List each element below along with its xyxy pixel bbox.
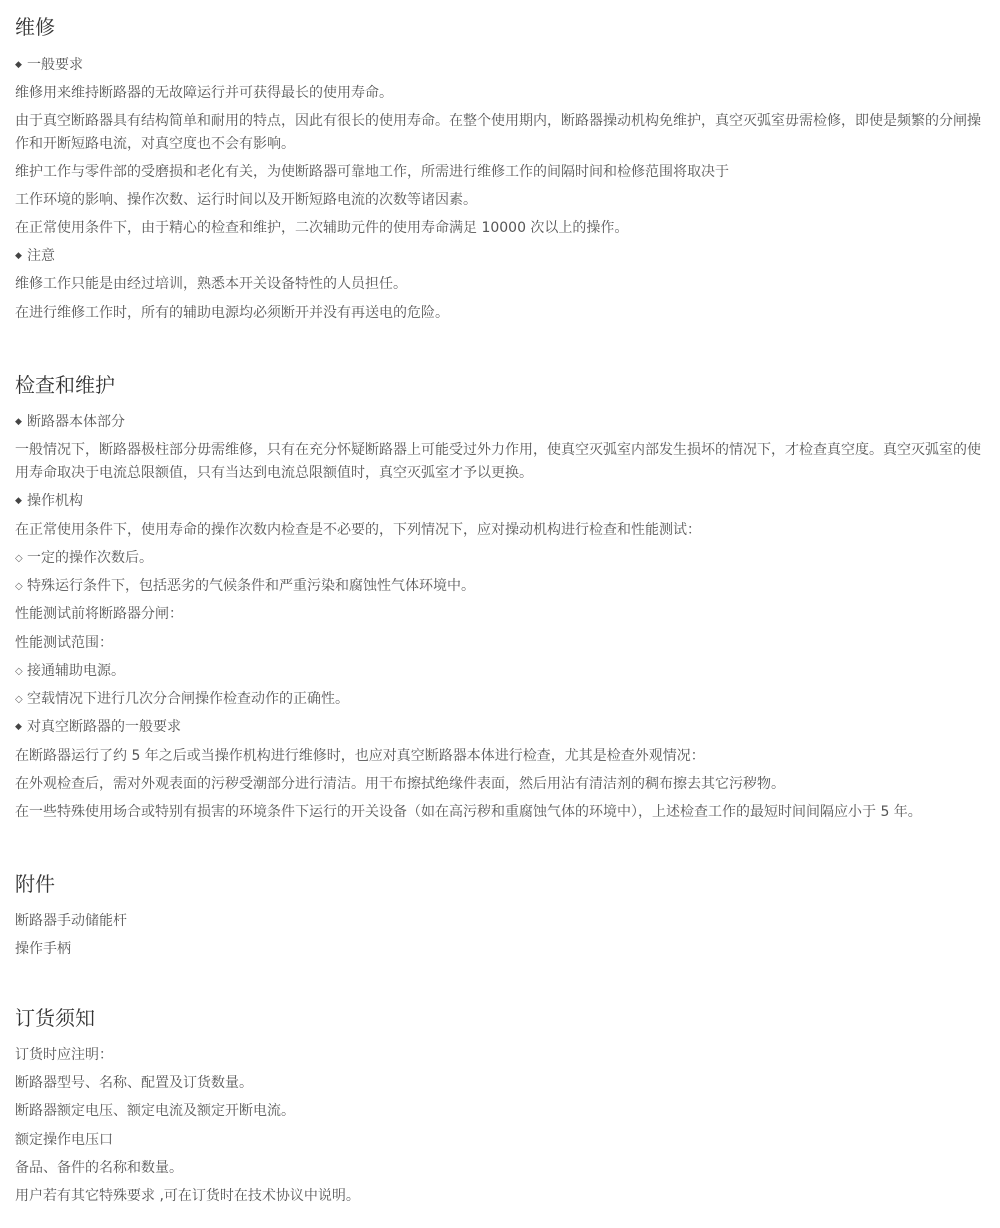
list-item: ◇ 一定的操作次数后。 [15,547,153,570]
diamond-hollow-icon: ◇ [15,553,23,564]
list-item: ◇ 空载情况下进行几次分合闸操作检查动作的正确性。 [15,688,349,711]
paragraph-line: 维护工作与零件部的受磨损和老化有关，为使断路器可靠地工作，所需进行维修工作的间隔时间和检修范围将取决于 [15,164,729,180]
paragraph-line: 在正常使用条件下，由于精心的检查和维护，二次辅助元件的使用寿命满足 10000 次以上的操作。 [15,220,629,236]
diamond-hollow-icon: ◇ [15,666,23,677]
diamond-solid-icon: ◆ [15,496,22,506]
section-title-ordering: 订货须知 [15,1006,95,1030]
paragraph-line: 在一些特殊使用场合或特别有损害的环境条件下运行的开关设备（如在高污秽和重腐蚀气体的环境中），上述检查工作的最短时间间隔应小于 5 年。 [15,804,922,820]
subheading-general-requirements: ◆ 一般要求 [15,54,83,77]
list-item: 备品、备件的名称和数量。 [15,1160,183,1176]
paragraph-line: 性能测试范围： [15,635,113,651]
paragraph-line: 性能测试前将断路器分闸： [15,606,183,622]
list-item: 操作手柄 [15,941,71,957]
list-item: ◇ 接通辅助电源。 [15,660,125,683]
paragraph-line: 在断路器运行了约 5 年之后或当操作机构进行维修时，也应对真空断路器本体进行检查，尤其是检查外观情况： [15,748,705,764]
list-item: 断路器额定电压、额定电流及额定开断电流。 [15,1103,295,1119]
diamond-hollow-icon: ◇ [15,581,23,592]
paragraph-line: 在进行维修工作时，所有的辅助电源均必须断开并没有再送电的危险。 [15,305,449,321]
list-item: 用户若有其它特殊要求 ,可在订货时在技术协议中说明。 [15,1188,360,1204]
subheading-breaker-body: ◆ 断路器本体部分 [15,411,125,434]
subheading-note: ◆ 注意 [15,245,55,268]
list-item: 断路器型号、名称、配置及订货数量。 [15,1075,253,1091]
section-title-accessories: 附件 [15,872,55,896]
diamond-solid-icon: ◆ [15,722,22,732]
subheading-mechanism: ◆ 操作机构 [15,490,83,513]
section-title-maintenance: 维修 [15,15,55,39]
diamond-solid-icon: ◆ [15,417,22,427]
paragraph-line: 订货时应注明： [15,1047,113,1063]
paragraph-line: 工作环境的影响、操作次数、运行时间以及开断短路电流的次数等诸因素。 [15,192,477,208]
diamond-solid-icon: ◆ [15,251,22,261]
section-title-inspection: 检查和维护 [15,373,115,397]
paragraph-line: 由于真空断路器具有结构简单和耐用的特点，因此有很长的使用寿命。在整个使用期内，断路器操动机构免维护，真空灭弧室毋需检修，即使是频繁的分闸操作和开断短路电流，对真空度也不会有影响。 [15,113,981,152]
paragraph-line: 在外观检查后，需对外观表面的污秽受潮部分进行清洁。用干布擦拭绝缘件表面，然后用沾有清洁剂的稠布擦去其它污秽物。 [15,776,785,792]
paragraph-line: 一般情况下，断路器极柱部分毋需维修，只有在充分怀疑断路器上可能受过外力作用，使真空灭弧室内部发生损坏的情况下，才检查真空度。真空灭弧室的使用寿命取决于电流总限额值，只有当达到电流总限额值时，真空灭弧室才予以更换。 [15,442,981,481]
diamond-solid-icon: ◆ [15,60,22,70]
diamond-hollow-icon: ◇ [15,694,23,705]
paragraph-line: 维修用来维持断路器的无故障运行并可获得最长的使用寿命。 [15,85,393,101]
paragraph-line: 维修工作只能是由经过培训，熟悉本开关设备特性的人员担任。 [15,276,407,292]
list-item: 额定操作电压口 [15,1132,113,1148]
list-item: 断路器手动储能杆 [15,913,127,929]
paragraph-line: 在正常使用条件下，使用寿命的操作次数内检查是不必要的，下列情况下，应对操动机构进行检查和性能测试： [15,522,701,538]
list-item: ◇ 特殊运行条件下，包括恶劣的气候条件和严重污染和腐蚀性气体环境中。 [15,575,475,598]
subheading-vacuum-requirements: ◆ 对真空断路器的一般要求 [15,716,181,739]
